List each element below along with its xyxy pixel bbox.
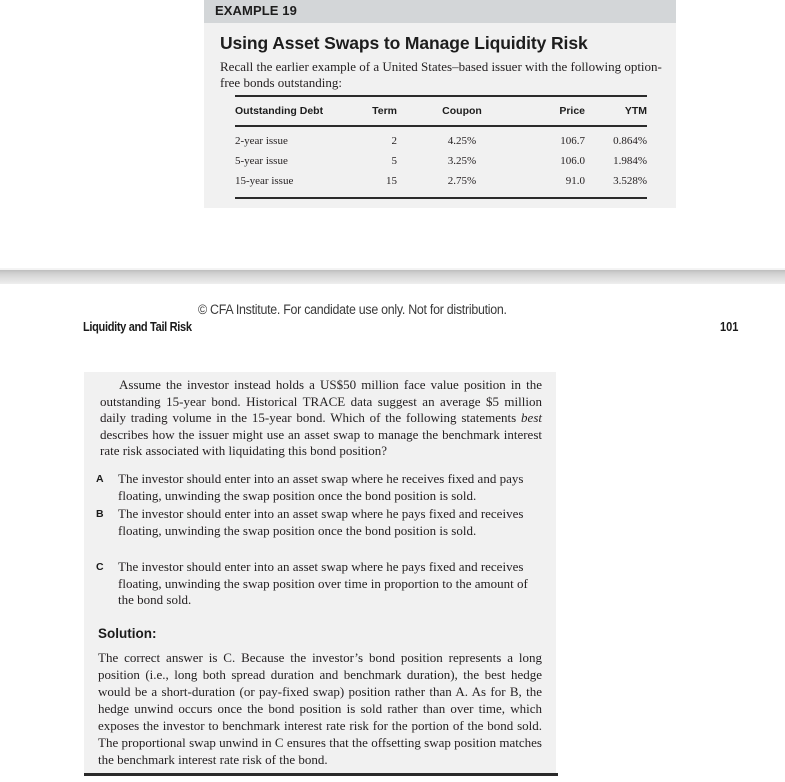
example-label: EXAMPLE 19 — [215, 3, 297, 18]
option-b — [96, 506, 542, 539]
column-header-outstanding-debt: Outstanding Debt — [235, 105, 324, 117]
bottom-rule — [84, 773, 558, 776]
running-title: Liquidity and Tail Risk — [83, 319, 192, 334]
table-row — [235, 151, 647, 171]
cell-term: 2 — [391, 135, 397, 147]
option-letter: C — [96, 561, 104, 573]
cell-term: 15 — [386, 175, 397, 187]
cell-coupon: 3.25% — [447, 155, 477, 167]
table-header-row — [235, 96, 647, 126]
example-header-bar — [204, 0, 676, 23]
copyright-notice: © CFA Institute. For candidate use only. Not for distribution. — [198, 302, 507, 317]
cell-ytm: 1.984% — [613, 155, 647, 167]
cell-price: 91.0 — [565, 175, 585, 187]
column-header-term: Term — [372, 105, 397, 117]
cell-debt: 2-year issue — [235, 135, 288, 147]
bond-table — [235, 95, 647, 199]
question-text-part: Assume the investor instead holds a US$50 million face value position in the outstanding 15-year bond. Historical TRACE data suggest an average $5 million daily trading volume in the 15-year bond. Which of the following statements — [100, 377, 542, 426]
cell-ytm: 3.528% — [613, 175, 647, 187]
cell-coupon: 4.25% — [447, 135, 477, 147]
example-intro: Recall the earlier example of a United States–based issuer with the following option-free bonds outstanding: — [220, 59, 662, 90]
cell-ytm: 0.864% — [613, 135, 647, 147]
option-letter: A — [96, 473, 104, 485]
example-box — [204, 0, 676, 208]
cell-price: 106.0 — [560, 155, 585, 167]
option-text: The investor should enter into an asset swap where he receives fixed and pays floating, unwinding the swap position once the bond position is sold. — [118, 471, 524, 503]
question-text — [100, 377, 542, 460]
option-text: The investor should enter into an asset swap where he pays fixed and receives floating, unwinding the swap position once the bond position is sold. — [118, 506, 524, 538]
cell-coupon: 2.75% — [447, 175, 477, 187]
cell-term: 5 — [391, 155, 397, 167]
question-box — [84, 372, 556, 774]
option-letter: B — [96, 508, 104, 520]
page-number: 101 — [720, 319, 739, 334]
solution-text: The correct answer is C. Because the investor’s bond position represents a long position (i.e., long both spread duration and benchmark duration), the best hedge would be a short-duration (or pay-fixed swap) position rather than A. As for B, the hedge unwind occurs once the bond position is sold rather than over time, which exposes the investor to benchmark interest rate risk for the portion of the bond sold. The proportional swap unwind in C ensures that the offsetting swap position matches the benchmark interest rate risk of the bond. — [98, 650, 542, 767]
cell-debt: 5-year issue — [235, 155, 288, 167]
column-header-coupon: Coupon — [442, 105, 482, 117]
question-text-part: describes how the issuer might use an asset swap to manage the benchmark interest rate risk associated with liquidating this bond position? — [100, 426, 542, 459]
option-c — [96, 559, 542, 609]
table-row — [235, 171, 647, 198]
solution-heading: Solution: — [98, 626, 157, 641]
column-header-price: Price — [559, 105, 585, 117]
cell-price: 106.7 — [560, 135, 585, 147]
page-separator — [0, 270, 785, 284]
example-title: Using Asset Swaps to Manage Liquidity Risk — [220, 33, 588, 53]
table-row — [235, 126, 647, 151]
column-header-ytm: YTM — [624, 105, 647, 117]
cell-debt: 15-year issue — [235, 175, 294, 187]
question-emphasis: best — [521, 410, 542, 426]
option-text: The investor should enter into an asset swap where he pays fixed and receives floating, unwinding the swap position over time in proportion to the amount of the bond sold. — [118, 559, 528, 608]
option-a — [96, 471, 542, 504]
